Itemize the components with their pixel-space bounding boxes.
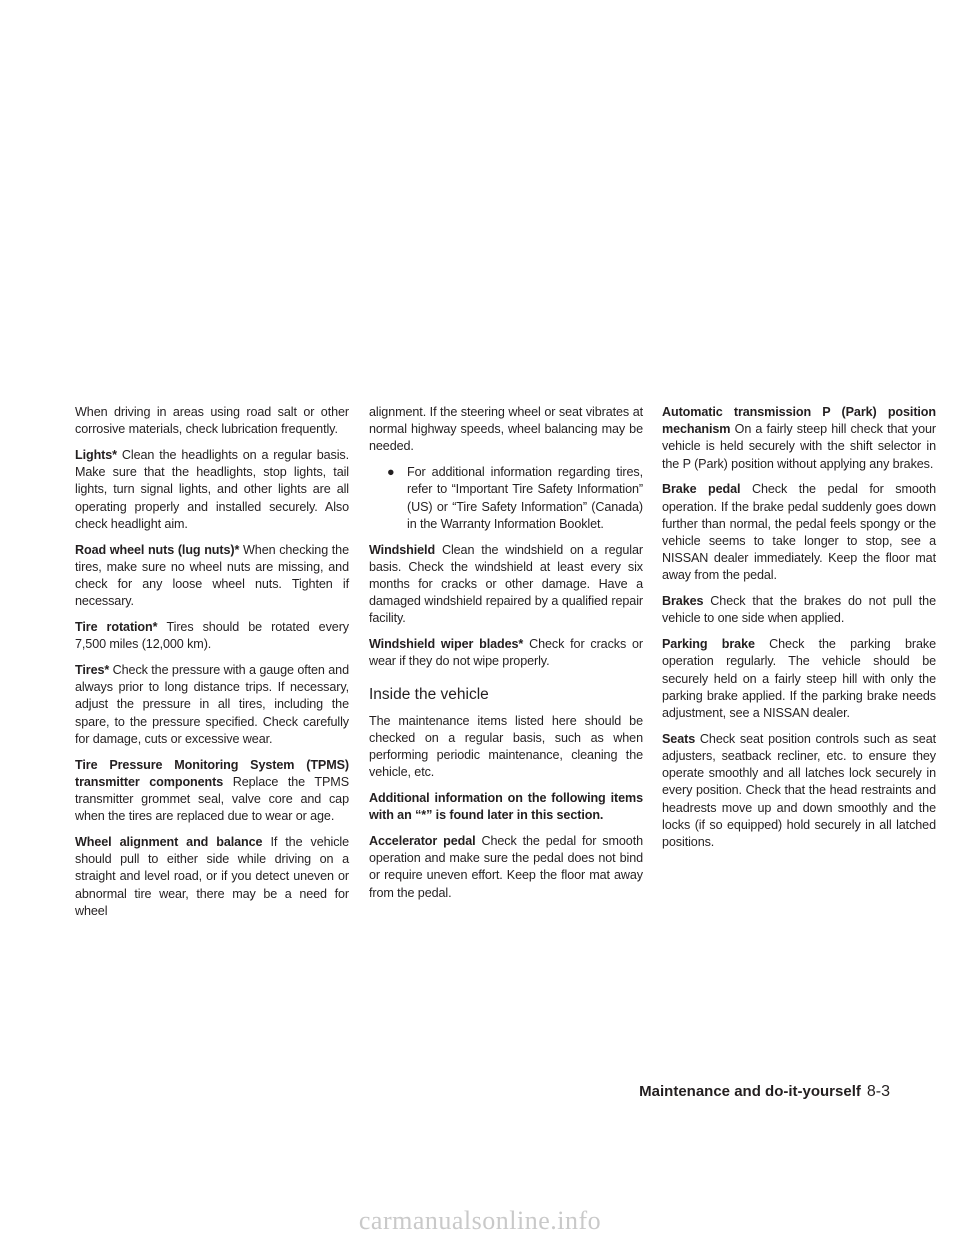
item-tire-rotation bbox=[75, 619, 349, 653]
item-text: Check the parking brake operation regularly. The vehicle should be securely held on a fairly steep hill with only the parking brake applied. If the parking brake needs adjustment, see a NISSAN dealer. bbox=[662, 637, 936, 721]
item-parking-brake bbox=[662, 636, 936, 722]
item-park-mechanism bbox=[662, 404, 936, 473]
item-wiper-blades bbox=[369, 636, 643, 670]
item-term: Tire rotation* bbox=[75, 620, 158, 635]
item-term: Tires* bbox=[75, 663, 110, 678]
item-text: Check the pressure with a gauge often and always prior to long distance trips. If necessary, adjust the pressure in all tires, including the spare, to the pressure specified. Check carefully for damage, cuts or excessive wear. bbox=[75, 663, 349, 746]
item-accelerator-pedal bbox=[369, 833, 643, 902]
item-text: Check that the brakes do not pull the vehicle to one side when applied. bbox=[662, 594, 936, 626]
page-number: 8-3 bbox=[866, 1083, 890, 1100]
item-text: On a fairly steep hill check that your vehicle is held securely with the shift selector in the P (Park) position without applying any brakes. bbox=[662, 422, 936, 471]
item-term: Tire Pressure Monitoring System (TPMS) transmitter components bbox=[75, 757, 349, 789]
item-term: Parking brake bbox=[662, 637, 755, 652]
item-text: Check seat position controls such as seat adjusters, seatback recliner, etc. to ensure they operate smoothly and all latches lock securely in every position. Check that the head restraints and headrests move up and down smoothly and the locks (if so equipped) hold securely in all latched positions. bbox=[662, 731, 936, 850]
item-brake-pedal bbox=[662, 481, 936, 584]
item-term: Brake pedal bbox=[662, 482, 741, 497]
item-term: Wheel alignment and balance bbox=[75, 835, 263, 850]
item-text: Tires should be rotated every 7,500 miles (12,000 km). bbox=[75, 620, 349, 652]
item-text: If the vehicle should pull to either side while driving on a straight and level road, or if you detect uneven or abnormal tire wear, there may be a need for wheel bbox=[75, 835, 349, 918]
item-road-wheel-nuts bbox=[75, 542, 349, 611]
item-seats bbox=[662, 731, 936, 851]
item-wheel-alignment bbox=[75, 834, 349, 920]
section-heading: Inside the vehicle bbox=[369, 685, 489, 703]
column-2 bbox=[369, 404, 643, 910]
bullet-item bbox=[369, 464, 643, 533]
section-intro: The maintenance items listed here should be checked on a regular basis, such as when performing periodic maintenance, cleaning the vehicle, etc. bbox=[369, 713, 643, 780]
item-text: Clean the headlights on a regular basis. Make sure that the headlights, stop lights, tail lights, turn signal lights, and other lights are all operating properly and installed securely. Also check headlight aim. bbox=[75, 448, 350, 531]
continuation-paragraph: alignment. If the steering wheel or seat vibrates at normal highway speeds, wheel balancing may be needed. bbox=[369, 405, 643, 454]
item-lights bbox=[75, 447, 349, 533]
column-1 bbox=[75, 404, 349, 929]
watermark: carmanualsonline.info bbox=[358, 1206, 602, 1235]
item-term: Windshield wiper blades* bbox=[369, 637, 524, 652]
item-term: Automatic transmission P (Park) position mechanism bbox=[662, 405, 936, 437]
page-footer bbox=[620, 1083, 890, 1101]
item-text: Check the pedal for smooth operation and make sure the pedal does not bind or require uneven effort. Keep the floor mat away from the pedal. bbox=[369, 834, 643, 900]
item-term: Windshield bbox=[369, 542, 436, 557]
item-text: Replace the TPMS transmitter grommet seal, valve core and cap when the tires are replaced due to wear or age. bbox=[75, 774, 349, 824]
column-3 bbox=[662, 404, 936, 860]
chapter-title: Maintenance and do-it-yourself bbox=[639, 1083, 861, 1100]
bullet-text: For additional information regarding tires, refer to “Important Tire Safety Information” (US) or “Tire Safety Information” (Canada) in the Warranty Information Booklet. bbox=[407, 465, 643, 531]
item-term: Lights* bbox=[75, 448, 117, 462]
item-text: Check the pedal for smooth operation. If the brake pedal suddenly goes down further than normal, the pedal feels spongy or the vehicle seems to take longer to stop, see a NISSAN dealer immediately. Keep the floor mat away from the pedal. bbox=[662, 482, 936, 583]
item-term: Brakes bbox=[662, 594, 704, 609]
item-tpms bbox=[75, 757, 349, 826]
item-text: Clean the windshield on a regular basis. Check the windshield at least every six months for cracks or other damage. Have a damaged windshield repaired by a qualified repair facility. bbox=[369, 542, 643, 626]
item-tires bbox=[75, 662, 349, 748]
item-term: Road wheel nuts (lug nuts)* bbox=[75, 542, 240, 557]
item-term: Accelerator pedal bbox=[369, 834, 476, 849]
item-text: Check for cracks or wear if they do not wipe properly. bbox=[369, 637, 644, 669]
item-text: When checking the tires, make sure no wheel nuts are missing, and check for any loose wheel nuts. Tighten if necessary. bbox=[75, 542, 349, 609]
item-term: Seats bbox=[662, 731, 696, 746]
item-windshield bbox=[369, 542, 643, 628]
section-note: Additional information on the following items with an “*” is found later in this section. bbox=[369, 791, 643, 823]
intro-paragraph: When driving in areas using road salt or other corrosive materials, check lubrication frequently. bbox=[75, 405, 349, 437]
bullet-icon: ● bbox=[387, 465, 395, 480]
item-brakes bbox=[662, 593, 936, 627]
